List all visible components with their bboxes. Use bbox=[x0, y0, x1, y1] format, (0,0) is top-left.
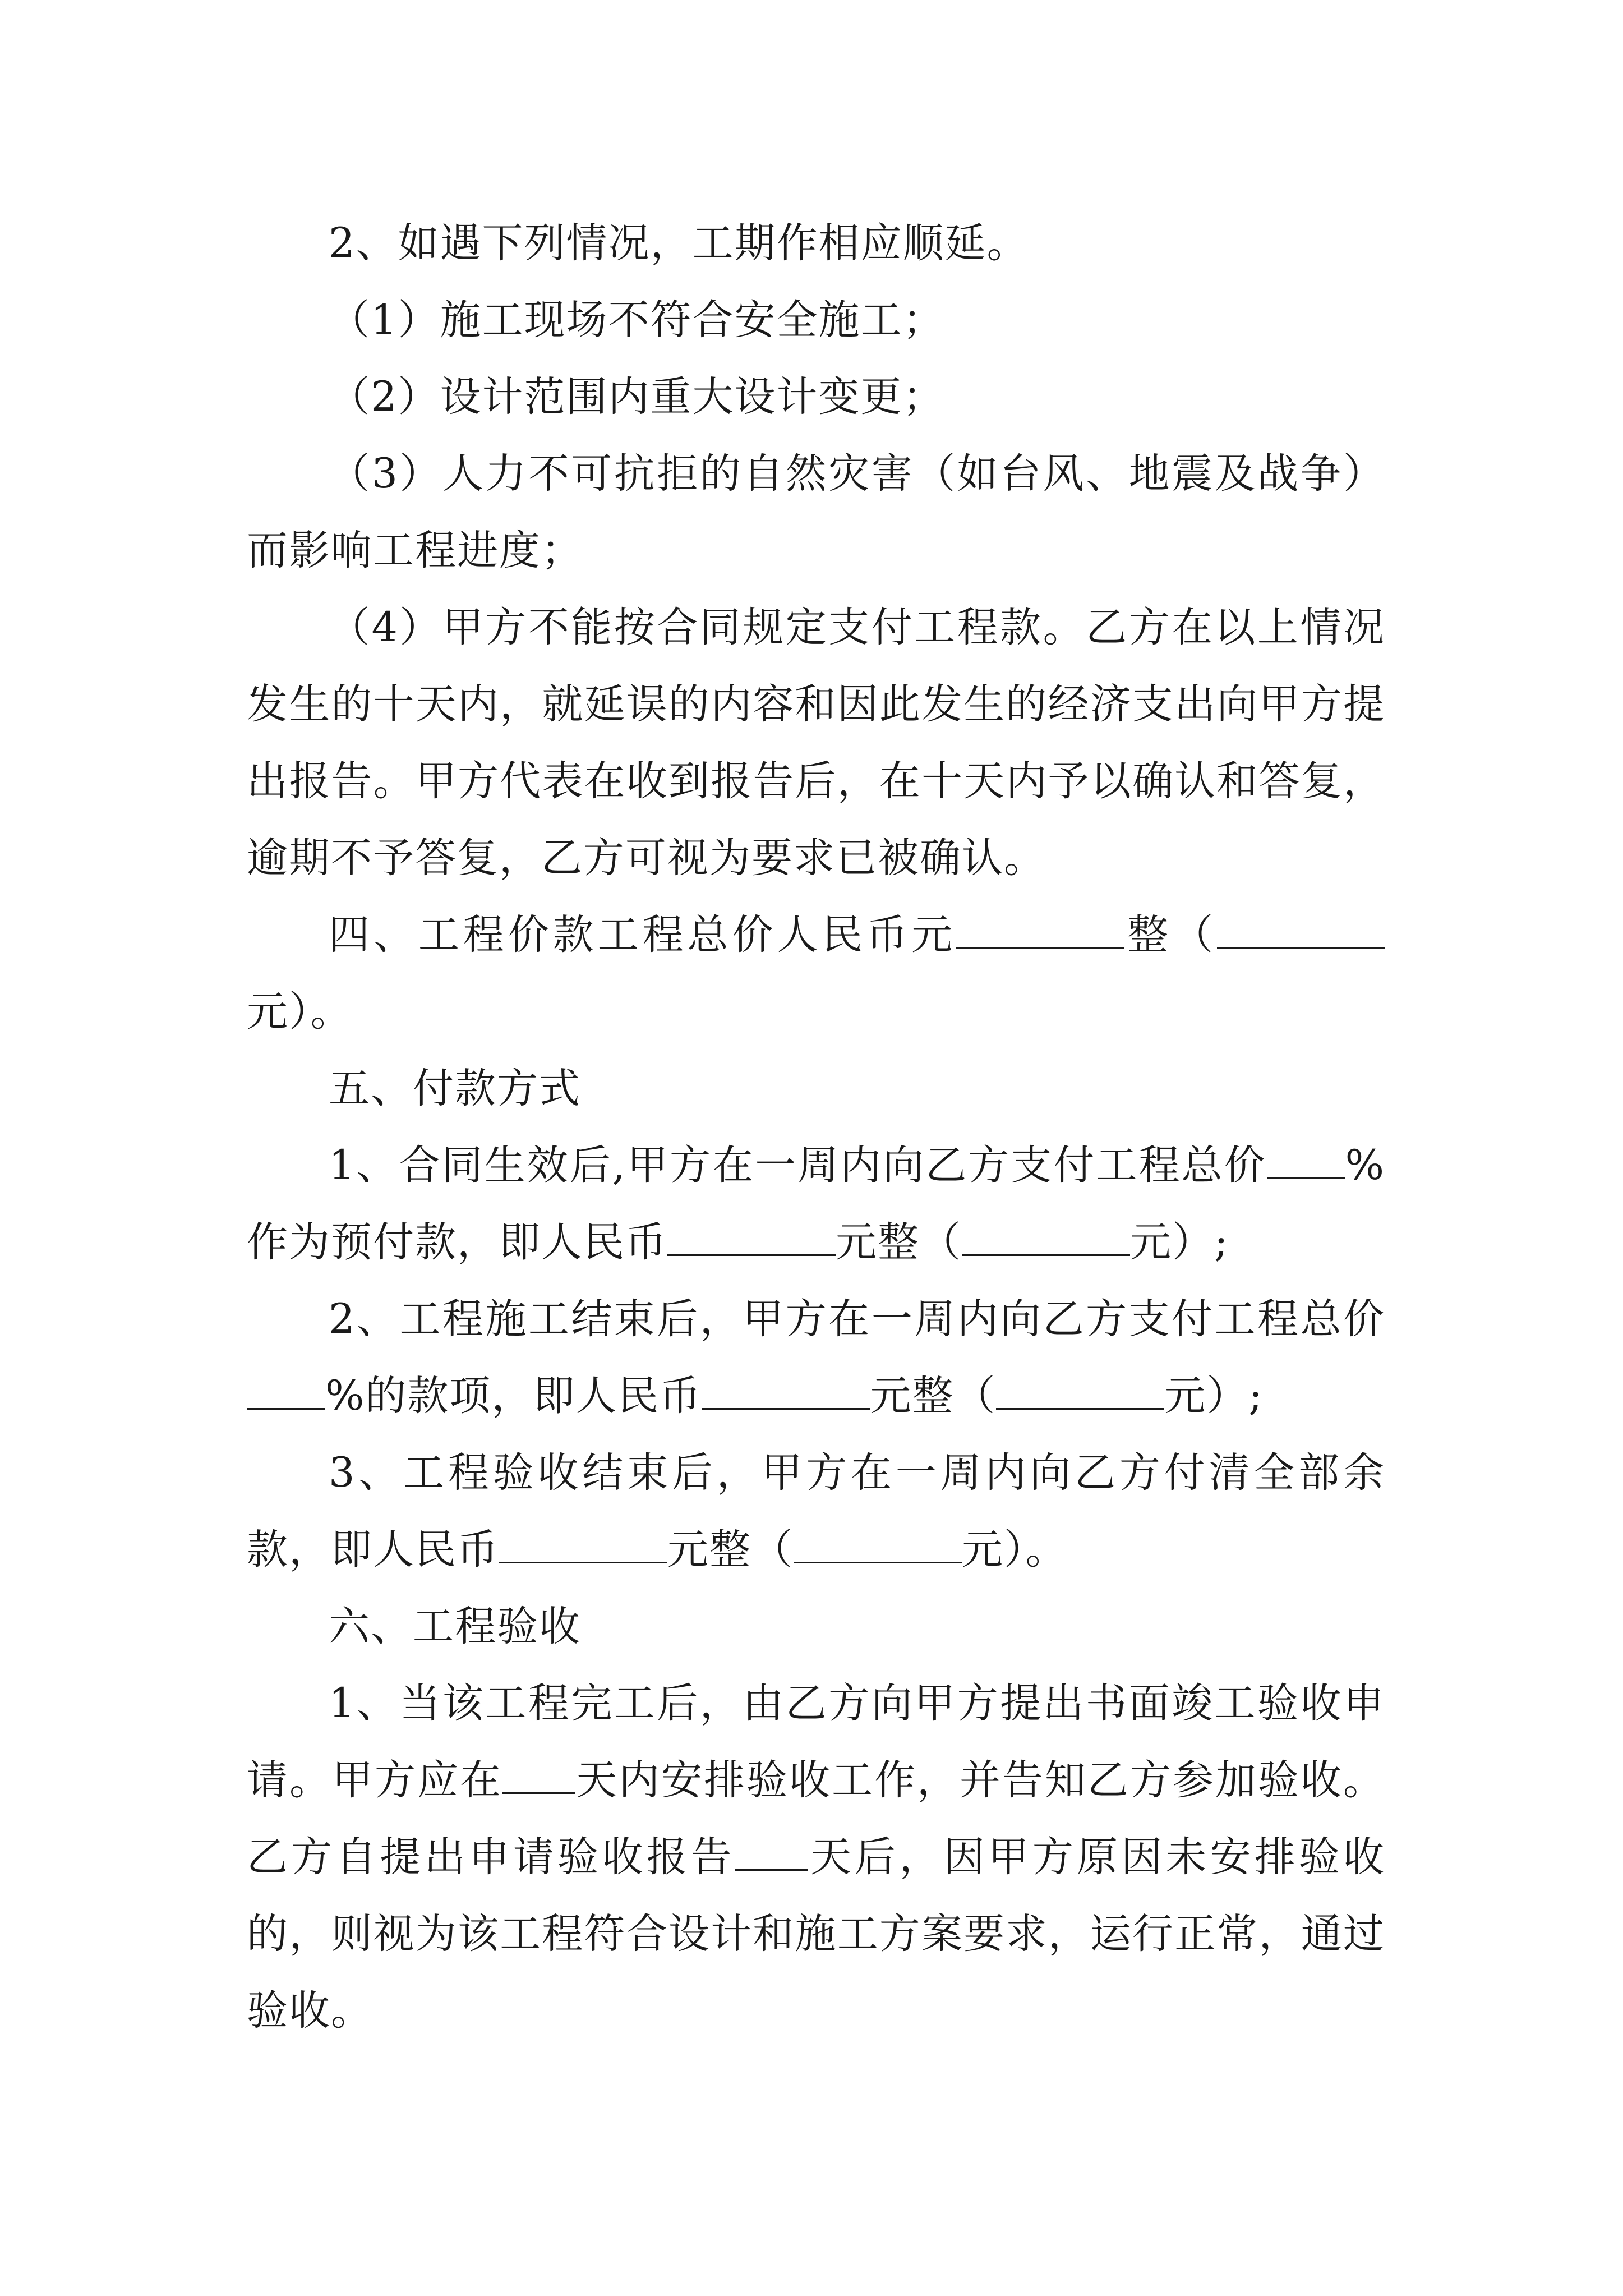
paragraph-acceptance-1 bbox=[247, 1665, 1385, 2049]
paragraph-delay-conditions: 2、如遇下列情况，工期作相应顺延。 bbox=[329, 219, 1029, 267]
paragraph-payment-2 bbox=[247, 1281, 1385, 1434]
payment1-text-3: 元整（ bbox=[836, 1218, 962, 1266]
paragraph-condition-1: （1）施工现场不符合安全施工； bbox=[329, 296, 945, 344]
contract-body bbox=[247, 205, 1385, 2049]
acceptance-days-blank-1[interactable] bbox=[502, 1759, 575, 1794]
price-text-2: 整（ bbox=[1124, 911, 1218, 959]
payment2-numeric-blank[interactable] bbox=[996, 1374, 1164, 1410]
payment1-percent-blank[interactable] bbox=[1267, 1144, 1345, 1179]
payment3-text-1: 3、工程验收结束后，甲方在一周内向乙方付清全部余款，即人民币 bbox=[247, 1449, 1385, 1573]
payment2-amount-blank[interactable] bbox=[702, 1374, 870, 1410]
payment2-text-2: %的款项，即人民币 bbox=[325, 1372, 702, 1420]
payment3-text-3: 元）。 bbox=[962, 1526, 1068, 1573]
payment2-text-3: 元整（ bbox=[870, 1372, 997, 1420]
payment2-percent-blank[interactable] bbox=[247, 1374, 325, 1410]
paragraph-condition-3: （3）人力不可抗拒的自然灾害（如台风、地震及战争）而影响工程进度； bbox=[247, 450, 1385, 574]
payment1-text-1: 1、合同生效后,甲方在一周内向乙方支付工程总价 bbox=[329, 1142, 1267, 1189]
paragraph-condition-2: （2）设计范围内重大设计变更； bbox=[329, 373, 945, 421]
payment3-text-2: 元整（ bbox=[667, 1526, 794, 1573]
payment3-amount-blank[interactable] bbox=[499, 1528, 667, 1563]
payment1-numeric-blank[interactable] bbox=[962, 1221, 1130, 1256]
acceptance-days-blank-2[interactable] bbox=[735, 1835, 808, 1871]
payment3-numeric-blank[interactable] bbox=[794, 1528, 962, 1563]
payment2-text-1: 2、工程施工结束后，甲方在一周内向乙方支付工程总价 bbox=[329, 1295, 1385, 1343]
acceptance-text-3: 天后，因甲方原因未安排验收的，则视为该工程符合设计和施工方案要求，运行正常，通过验收。 bbox=[247, 1833, 1386, 2035]
heading-project-acceptance: 六、工程验收 bbox=[329, 1603, 581, 1650]
paragraph-payment-3 bbox=[247, 1434, 1385, 1588]
paragraph-payment-1 bbox=[247, 1127, 1385, 1281]
paragraph-condition-4: （4）甲方不能按合同规定支付工程款。乙方在以上情况发生的十天内，就延误的内容和因此发生的经济支出向甲方提出报告。甲方代表在收到报告后，在十天内予以确认和答复，逾期不予答复，乙方可视为要求已被确认。 bbox=[247, 604, 1385, 882]
paragraph-project-price bbox=[247, 896, 1385, 1050]
payment1-text-2: %作为预付款，即人民币 bbox=[247, 1142, 1385, 1266]
heading-payment-method: 五、付款方式 bbox=[329, 1065, 581, 1112]
price-blank-2[interactable] bbox=[1217, 913, 1385, 949]
payment2-text-4: 元）; bbox=[1164, 1372, 1264, 1420]
payment1-amount-blank[interactable] bbox=[667, 1221, 836, 1256]
price-blank-1[interactable] bbox=[956, 913, 1124, 949]
acceptance-text-2: 天内安排验收工作，并告知乙方参加验收。乙方自提出申请验收报告 bbox=[247, 1756, 1385, 1881]
acceptance-text-1: 1、当该工程完工后，由乙方向甲方提出书面竣工验收申请。甲方应在 bbox=[247, 1680, 1385, 1804]
price-text-3: 元）。 bbox=[247, 988, 353, 1036]
price-text-1: 四、工程价款工程总价人民币元 bbox=[329, 911, 957, 959]
payment1-text-4: 元）; bbox=[1130, 1218, 1229, 1266]
